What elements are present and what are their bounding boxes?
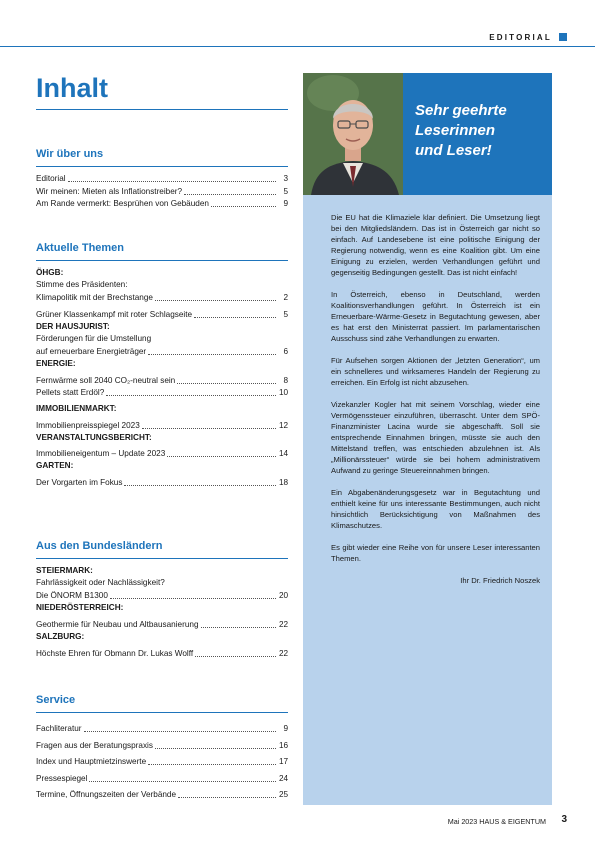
dot-leader — [155, 748, 276, 749]
toc-category: VERANSTALTUNGSBERICHT: — [36, 432, 152, 442]
dot-leader — [201, 627, 277, 628]
toc-entry-title: Immobilieneigentum – Update 2023 — [36, 449, 166, 459]
editorial-sidebar — [303, 73, 552, 805]
footer-magazine-info: Mai 2023 HAUS & EIGENTUM — [447, 817, 546, 826]
toc-entry-page: 17 — [279, 757, 289, 767]
greeting-heading — [415, 101, 507, 161]
dot-leader — [124, 485, 276, 486]
toc-subtitle: Fahrlässigkeit oder Nachlässigkeit? — [36, 578, 165, 588]
toc-entry-page: 20 — [279, 591, 289, 601]
toc-entry[interactable] — [36, 387, 288, 399]
toc-category: IMMOBILIENMARKT: — [36, 403, 117, 413]
toc-entry-title: Klimapolitik mit der Brechstange — [36, 293, 153, 303]
toc-entry-title: Fragen aus der Beratungspraxis — [36, 740, 153, 750]
toc-section-divider — [36, 712, 288, 713]
toc-entry-page: 22 — [279, 648, 289, 658]
dot-leader — [142, 428, 276, 429]
toc-entry[interactable] — [36, 739, 288, 751]
toc-section-divider — [36, 558, 288, 559]
toc-entry[interactable] — [36, 756, 288, 768]
greeting-banner — [403, 73, 552, 195]
dot-leader — [178, 797, 276, 798]
greeting-line: Leserinnen — [415, 122, 496, 139]
toc-entry-page: 18 — [279, 478, 289, 488]
editorial-paragraph: Vizekanzler Kogler hat mit seinem Vorschlag, wieder eine Vermögenssteuer einzuführen, überrascht. Unter dem SPÖ-Finanzminister Lacina wurde sie abgeschafft. Soll sie entsprechende Einnahmen bringen, müsste sie auch den Mittelstand treffen, was entschieden abzulehnen ist. Als „Millionärssteuer“ würde sie bei hohem administrativem Aufwand zu geringe Steuereinnahmen bringen. — [331, 400, 540, 475]
toc-entry-page: 5 — [283, 186, 288, 196]
header-divider — [0, 46, 595, 47]
toc-entry[interactable] — [36, 374, 288, 386]
toc-section-wir-ueber-uns — [36, 148, 288, 210]
toc-category: DER HAUSJURIST: — [36, 321, 110, 331]
editorial-paragraph: Ein Abgabenänderungsgesetz war in Begutachtung und enthielt keine für uns interessante Bestimmungen, auch nicht hinsichtlich Berücksichtigung von Maßnahmen des Klimaschutzes. — [331, 488, 540, 530]
toc-entry-page: 12 — [279, 420, 289, 430]
toc-entry-title: Der Vorgarten im Fokus — [36, 478, 123, 488]
toc-entry[interactable] — [36, 723, 288, 735]
section-marker — [559, 33, 567, 41]
toc-section-divider — [36, 166, 288, 167]
toc-entry-page: 24 — [279, 773, 289, 783]
toc-entry[interactable] — [36, 173, 288, 185]
dot-leader — [177, 383, 276, 384]
toc-title: Inhalt — [36, 73, 108, 103]
dot-leader — [110, 598, 276, 599]
toc-entry-title: Immobilienpreisspiegel 2023 — [36, 420, 140, 430]
toc-entry[interactable] — [36, 292, 288, 304]
greeting-line: Sehr geehrte — [415, 102, 507, 119]
toc-category: GARTEN: — [36, 461, 74, 471]
page-number: 3 — [561, 814, 567, 825]
toc-section-title: Service — [36, 694, 76, 706]
toc-entry-title: Fernwärme soll 2040 CO₂-neutral sein — [36, 375, 176, 385]
dot-leader — [148, 764, 276, 765]
dot-leader — [89, 781, 276, 782]
toc-subtitle: Stimme des Präsidenten: — [36, 280, 128, 290]
toc-entry[interactable] — [36, 448, 288, 460]
editorial-paragraph: Die EU hat die Klimaziele klar definiert. Die Umsetzung liegt bei den Mitgliedsländern. Das ist in Österreich gar nicht so einfach. Auf Landesebene ist eine politische Einigung der Regierung notwendig, wenn es eine Koalition gibt. Um eine Einigung zu erzielen, werden Verhandlungen geführt und gegenseitig Bedingungen gestellt. Das ist nicht einfach! — [331, 213, 540, 277]
dot-leader — [184, 194, 276, 195]
portrait-illustration — [303, 73, 403, 195]
toc-entry-title: Geothermie für Neubau und Altbausanierung — [36, 619, 199, 629]
toc-entry-title: Wir meinen: Mieten als Inflationstreiber? — [36, 186, 183, 196]
toc-entry-title: Editorial — [36, 174, 66, 184]
editorial-paragraph: Für Aufsehen sorgen Aktionen der „letzten Generation“, um ein schnelleres und wirksameres Handeln der Regierung zu erreichen. Ein Erfolg ist nicht abzusehen. — [331, 356, 540, 387]
toc-entry[interactable] — [36, 419, 288, 431]
dot-leader — [148, 354, 276, 355]
toc-category: SALZBURG: — [36, 631, 85, 641]
toc-section-title: Aus den Bundesländern — [36, 540, 163, 552]
toc-section-title: Aktuelle Themen — [36, 242, 125, 254]
toc-entry-page: 25 — [279, 789, 289, 799]
dot-leader — [155, 300, 276, 301]
dot-leader — [211, 206, 276, 207]
toc-entry-title: Termine, Öffnungszeiten der Verbände — [36, 789, 177, 799]
toc-entry[interactable] — [36, 789, 288, 801]
toc-entry-title: auf erneuerbare Energieträger — [36, 346, 147, 356]
toc-entry-title: Pellets statt Erdöl? — [36, 387, 105, 397]
dot-leader — [194, 317, 276, 318]
toc-entry-page: 10 — [279, 387, 289, 397]
section-label: EDITORIAL — [489, 33, 552, 42]
toc-entry-page: 3 — [283, 174, 288, 184]
dot-leader — [106, 395, 276, 396]
toc-section-divider — [36, 260, 288, 261]
editorial-text — [331, 212, 540, 597]
toc-entry-page: 9 — [283, 199, 288, 209]
toc-category: ENERGIE: — [36, 358, 76, 368]
toc-entry-title: Höchste Ehren für Obmann Dr. Lukas Wolff — [36, 648, 194, 658]
toc-entry[interactable] — [36, 345, 288, 357]
toc-entry-title: Index und Hauptmietzinswerte — [36, 757, 147, 767]
toc-category: ÖHGB: — [36, 268, 64, 277]
toc-section-title: Wir über uns — [36, 148, 104, 160]
toc-section-bundeslaender — [36, 540, 288, 660]
toc-subtitle: Förderungen für die Umstellung — [36, 333, 152, 343]
dot-leader — [68, 181, 276, 182]
toc-category: STEIERMARK: — [36, 566, 93, 575]
editorial-paragraph: Es gibt wieder eine Reihe von für unsere Leser interessanten Themen. — [331, 543, 540, 563]
toc-entry-title: Grüner Klassenkampf mit roter Schlagseite — [36, 309, 193, 319]
author-photo — [303, 73, 403, 195]
toc-entry-page: 5 — [283, 309, 288, 319]
toc-entry[interactable] — [36, 185, 288, 197]
greeting-line: und Leser! — [415, 142, 492, 159]
toc-entry-title: Am Rande vermerkt: Besprühen von Gebäuden — [36, 199, 209, 209]
dot-leader — [84, 731, 276, 732]
dot-leader — [167, 456, 276, 457]
toc-entry[interactable] — [36, 647, 288, 659]
toc-entry[interactable] — [36, 590, 288, 602]
toc-category: NIEDERÖSTERREICH: — [36, 603, 124, 613]
toc-entry-page: 22 — [279, 619, 289, 629]
toc-entry[interactable] — [36, 772, 288, 784]
toc-entry-title: Die ÖNORM B1300 — [36, 591, 108, 601]
toc-entry-page: 14 — [279, 449, 289, 459]
editorial-signature: Ihr Dr. Friedrich Noszek — [460, 576, 540, 585]
toc-entry[interactable] — [36, 477, 288, 489]
toc-entry-title: Fachliteratur — [36, 724, 82, 734]
toc-title-divider — [36, 109, 288, 110]
toc-entry-page: 8 — [283, 375, 288, 385]
dot-leader — [195, 656, 276, 657]
toc-entry-page: 16 — [279, 740, 289, 750]
toc-section-aktuelle-themen — [36, 242, 288, 489]
toc-entry-title: Pressespiegel — [36, 773, 88, 783]
toc-entry[interactable] — [36, 308, 288, 320]
editorial-paragraph: In Österreich, ebenso in Deutschland, werden Koalitionsverhandlungen geführt. In Österreich ist ein Erneuerbare-Wärme-Gesetz in Begutachtung gewesen, aber es hat erst den Ministerrat passiert. Im parlamentarischen Ausschuss sind zähe Verhandlungen zu erwarten. — [331, 290, 540, 343]
toc-entry[interactable] — [36, 619, 288, 631]
toc-entry-page: 2 — [283, 293, 288, 303]
toc-entry-page: 6 — [283, 346, 288, 356]
toc-section-service — [36, 694, 288, 801]
toc-entry-page: 9 — [283, 724, 288, 734]
toc-entry[interactable] — [36, 198, 288, 210]
